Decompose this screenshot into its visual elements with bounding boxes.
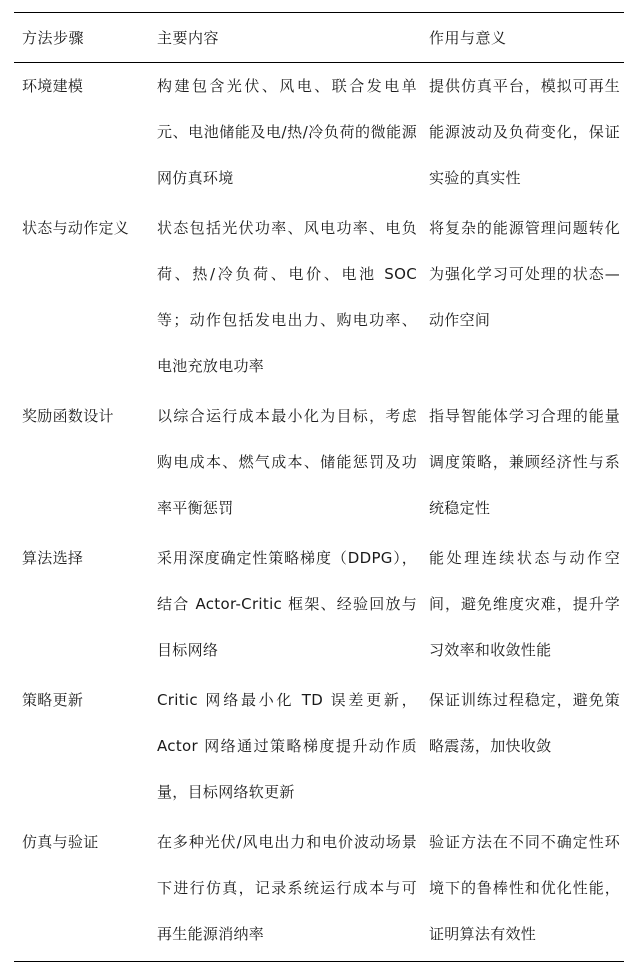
row-content (149, 677, 421, 819)
row-purpose (421, 535, 624, 677)
header-step: 方法步骤 (22, 29, 85, 47)
table-body (14, 63, 624, 962)
row-content-text: 以综合运行成本最小化为目标，考虑购电成本、燃气成本、储能惩罚及功率平衡惩罚 (157, 407, 417, 517)
row-content (149, 819, 421, 962)
method-table (14, 12, 624, 962)
row-content (149, 393, 421, 535)
row-purpose-text: 能处理连续状态与动作空间，避免维度灾难，提升学习效率和收敛性能 (429, 549, 620, 659)
header-purpose: 作用与意义 (429, 29, 507, 47)
row-step (14, 393, 149, 535)
row-purpose-text: 提供仿真平台，模拟可再生能源波动及负荷变化，保证实验的真实性 (429, 77, 620, 187)
row-step (14, 819, 149, 962)
row-purpose (421, 63, 624, 206)
row-step (14, 205, 149, 393)
table-row (14, 819, 624, 962)
row-content-text: 采用深度确定性策略梯度（DDPG），结合 Actor-Critic 框架、经验回放与目标网络 (157, 549, 417, 659)
row-step (14, 677, 149, 819)
row-content (149, 63, 421, 206)
row-step-text: 策略更新 (22, 691, 84, 709)
row-step-text: 奖励函数设计 (22, 407, 114, 425)
table-row (14, 205, 624, 393)
row-step-text: 算法选择 (22, 549, 84, 567)
row-content-text: 在多种光伏/风电出力和电价波动场景下进行仿真，记录系统运行成本与可再生能源消纳率 (157, 833, 417, 943)
row-content-text: Critic 网络最小化 TD 误差更新，Actor 网络通过策略梯度提升动作质量，目标网络软更新 (157, 691, 417, 801)
row-step-text: 仿真与验证 (22, 833, 99, 851)
row-purpose-text: 验证方法在不同不确定性环境下的鲁棒性和优化性能，证明算法有效性 (429, 833, 620, 943)
table-header (14, 13, 624, 63)
row-purpose (421, 819, 624, 962)
row-content-text: 状态包括光伏功率、风电功率、电负荷、热/冷负荷、电价、电池 SOC 等；动作包括发电出力、购电功率、电池充放电功率 (157, 219, 417, 375)
row-purpose-text: 将复杂的能源管理问题转化为强化学习可处理的状态—动作空间 (429, 219, 620, 329)
row-purpose-text: 指导智能体学习合理的能量调度策略，兼顾经济性与系统稳定性 (429, 407, 620, 517)
table-row (14, 393, 624, 535)
row-purpose-text: 保证训练过程稳定，避免策略震荡，加快收敛 (429, 691, 620, 755)
row-step (14, 535, 149, 677)
table-row (14, 63, 624, 206)
row-step (14, 63, 149, 206)
row-step-text: 环境建模 (22, 77, 84, 95)
header-content: 主要内容 (157, 29, 220, 47)
row-content-text: 构建包含光伏、风电、联合发电单元、电池储能及电/热/冷负荷的微能源网仿真环境 (157, 77, 417, 187)
table-row (14, 677, 624, 819)
table-row (14, 535, 624, 677)
row-content (149, 205, 421, 393)
row-purpose (421, 393, 624, 535)
row-purpose (421, 205, 624, 393)
row-purpose (421, 677, 624, 819)
row-step-text: 状态与动作定义 (22, 219, 130, 237)
header-row (14, 13, 624, 63)
row-content (149, 535, 421, 677)
